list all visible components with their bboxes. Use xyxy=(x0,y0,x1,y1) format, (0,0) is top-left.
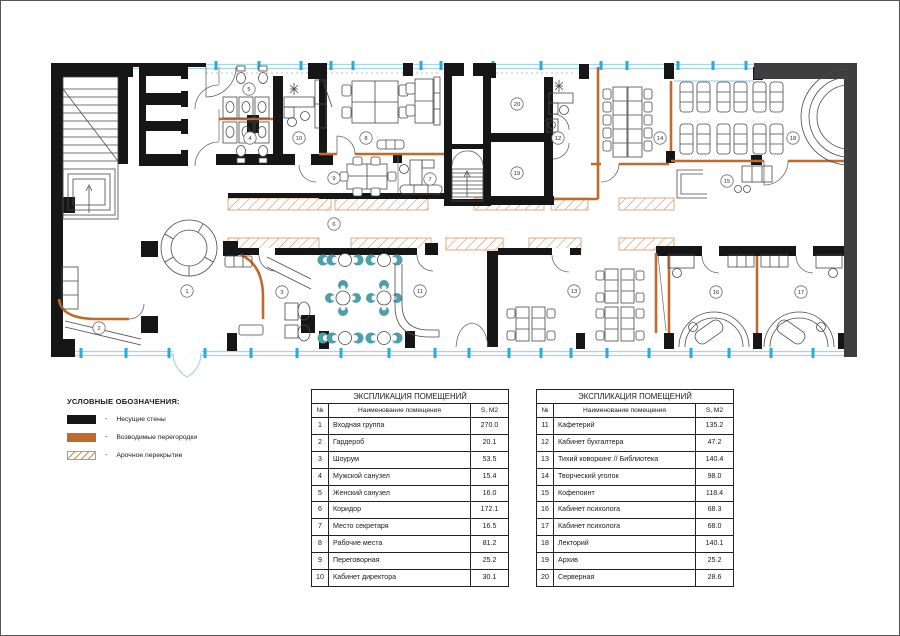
room-number-label: 19 xyxy=(513,171,521,177)
table-cell: 14 xyxy=(537,469,554,485)
table-cell: Входная группа xyxy=(329,418,471,434)
table-title: ЭКСПЛИКАЦИЯ ПОМЕЩЕНИЙ xyxy=(312,390,508,404)
table-cell: Кабинет директора xyxy=(329,570,471,586)
table-cell: 81.2 xyxy=(482,539,497,548)
table-cell: 10 xyxy=(312,570,329,586)
table-cell: 17 xyxy=(537,519,554,535)
table-cell: 140.1 xyxy=(705,539,724,548)
table-row xyxy=(312,435,508,452)
room-number-label: 15 xyxy=(723,179,731,185)
room-number-label: 10 xyxy=(295,136,303,142)
table-cell: Серверная xyxy=(554,570,696,586)
table-cell: 172.1 xyxy=(480,505,499,514)
workspace-furniture xyxy=(323,77,440,149)
floor-plan xyxy=(1,1,900,381)
table-row xyxy=(537,519,733,536)
room-schedule-table-1 xyxy=(311,389,509,587)
table-cell: 20 xyxy=(537,570,554,586)
table-body xyxy=(312,418,508,586)
table-cell: 4 xyxy=(312,469,329,485)
table-row xyxy=(312,570,508,586)
table-row xyxy=(537,435,733,452)
table-cell: 25.2 xyxy=(707,556,722,565)
table-cell: 68.0 xyxy=(707,522,722,531)
legend-dash: - xyxy=(105,433,108,441)
table-cell: Архив xyxy=(554,553,696,569)
table-row xyxy=(537,570,733,586)
room-number-label: 8 xyxy=(364,136,368,142)
table-row xyxy=(312,536,508,553)
column-header: S, М2 xyxy=(705,407,724,414)
table-cell: 140.4 xyxy=(705,454,724,463)
arched-ceiling-swatch xyxy=(67,451,96,460)
table-cell: Женский санузел xyxy=(329,486,471,502)
table-cell: 7 xyxy=(312,519,329,535)
table-header xyxy=(537,404,733,418)
creative-corner-furniture xyxy=(603,87,652,157)
table-cell: 8 xyxy=(312,536,329,552)
table-row xyxy=(312,418,508,435)
legend-item-bearing-walls: - Несущие стены xyxy=(67,414,197,424)
table-title: ЭКСПЛИКАЦИЯ ПОМЕЩЕНИЙ xyxy=(537,390,733,404)
reception-desk xyxy=(161,220,263,335)
room-number-label: 17 xyxy=(797,290,805,296)
table-body xyxy=(537,418,733,586)
legend-dash: - xyxy=(105,415,108,423)
room-number-label: 3 xyxy=(280,290,284,296)
table-cell: 1 xyxy=(312,418,329,434)
table-cell: 16.0 xyxy=(482,488,497,497)
table-row xyxy=(537,418,733,435)
table-row xyxy=(537,553,733,570)
table-cell: Кабинет психолога xyxy=(554,502,696,518)
wc-fixtures xyxy=(223,66,269,163)
column-header: S, М2 xyxy=(480,407,499,414)
table-cell: 2 xyxy=(312,435,329,451)
table-row xyxy=(537,536,733,553)
legend xyxy=(67,397,197,460)
table-cell: 20.1 xyxy=(482,437,497,446)
window-lines xyxy=(61,61,844,377)
room-number-label: 1 xyxy=(185,289,189,295)
table-row xyxy=(537,469,733,486)
room-number-label: 14 xyxy=(656,136,664,142)
room-number-label: 20 xyxy=(513,102,521,108)
table-header xyxy=(312,404,508,418)
column-header: № xyxy=(312,404,329,417)
table-cell: 18 xyxy=(537,536,554,552)
table-cell: Тихий коворкинг // Библиотека xyxy=(554,452,696,468)
room-number-label: 5 xyxy=(247,87,251,93)
bearing-wall-swatch xyxy=(67,415,96,424)
table-cell: 28.6 xyxy=(707,573,722,582)
table-cell: 15.4 xyxy=(482,471,497,480)
table-cell: 68.3 xyxy=(707,505,722,514)
table-cell: Место секретаря xyxy=(329,519,471,535)
room-number-label: 16 xyxy=(712,290,720,296)
table-cell: Мужской санузел xyxy=(329,469,471,485)
table-cell: Лекторий xyxy=(554,536,696,552)
table-cell: 135.2 xyxy=(705,421,724,429)
table-cell: 16 xyxy=(537,502,554,518)
legend-item-arched-ceiling: - Арочное перекрытие xyxy=(67,450,197,460)
table-cell: 270.0 xyxy=(480,421,499,429)
room-number-label: 18 xyxy=(789,136,797,142)
column-header: № xyxy=(537,404,554,417)
column-header: Наименование помещения xyxy=(554,404,696,417)
table-cell: 6 xyxy=(312,502,329,518)
table-cell: Гардероб xyxy=(329,435,471,451)
table-cell: Кафетерий xyxy=(554,418,696,434)
table-row xyxy=(312,519,508,536)
table-cell: 25.2 xyxy=(482,556,497,565)
table-row xyxy=(312,486,508,503)
room-number-label: 4 xyxy=(248,136,252,142)
table-cell: Кабинет психолога xyxy=(554,519,696,535)
room-number-label: 13 xyxy=(570,289,578,295)
table-cell: 9 xyxy=(312,553,329,569)
table-cell: Рабочие места xyxy=(329,536,471,552)
room-number-label: 6 xyxy=(332,222,336,228)
cafeteria-furniture xyxy=(318,254,440,345)
table-row xyxy=(537,486,733,503)
coworking-furniture xyxy=(507,255,666,341)
room-number-label: 12 xyxy=(554,136,562,142)
table-cell: 3 xyxy=(312,452,329,468)
column-header: Наименование помещения xyxy=(329,404,471,417)
core-stair xyxy=(452,169,483,201)
table-cell: 5 xyxy=(312,486,329,502)
table-row xyxy=(312,469,508,486)
room-number-label: 7 xyxy=(428,177,432,183)
table-cell: 15 xyxy=(537,486,554,502)
table-cell: 16.5 xyxy=(482,522,497,531)
partition-swatch xyxy=(67,433,96,442)
entrance-door-arc xyxy=(173,353,201,377)
table-cell: 53.5 xyxy=(482,454,497,463)
table-cell: 11 xyxy=(537,418,554,434)
bearing-walls xyxy=(51,63,847,357)
table-cell: 47.2 xyxy=(707,437,722,446)
lecture-hall-furniture xyxy=(680,69,849,165)
table-row xyxy=(312,502,508,519)
legend-item-partitions: - Возводимые перегородки xyxy=(67,432,197,442)
room-number-label: 2 xyxy=(97,326,101,332)
legend-dash: - xyxy=(105,451,108,459)
cafeteria-tables xyxy=(318,254,403,345)
table-cell: Творческий уголок xyxy=(554,469,696,485)
table-cell: 19 xyxy=(537,553,554,569)
table-cell: Кабинет бухгалтера xyxy=(554,435,696,451)
table-cell: 98.0 xyxy=(707,471,722,480)
table-row xyxy=(312,452,508,469)
table-cell: Переговорная xyxy=(329,553,471,569)
table-row xyxy=(312,553,508,570)
room-schedule-table-2 xyxy=(536,389,734,587)
table-cell: 12 xyxy=(537,435,554,451)
table-row xyxy=(537,502,733,519)
room-number-label: 9 xyxy=(332,176,336,182)
legend-title: УСЛОВНЫЕ ОБОЗНАЧЕНИЯ: xyxy=(67,397,180,406)
table-cell: Шоурум xyxy=(329,452,471,468)
table-cell: Коридор xyxy=(329,502,471,518)
table-row xyxy=(537,452,733,469)
table-cell: Кофепоинт xyxy=(554,486,696,502)
table-cell: 30.1 xyxy=(482,573,497,582)
table-cell: 118.4 xyxy=(705,488,724,497)
room-number-label: 11 xyxy=(416,289,424,295)
table-cell: 13 xyxy=(537,452,554,468)
